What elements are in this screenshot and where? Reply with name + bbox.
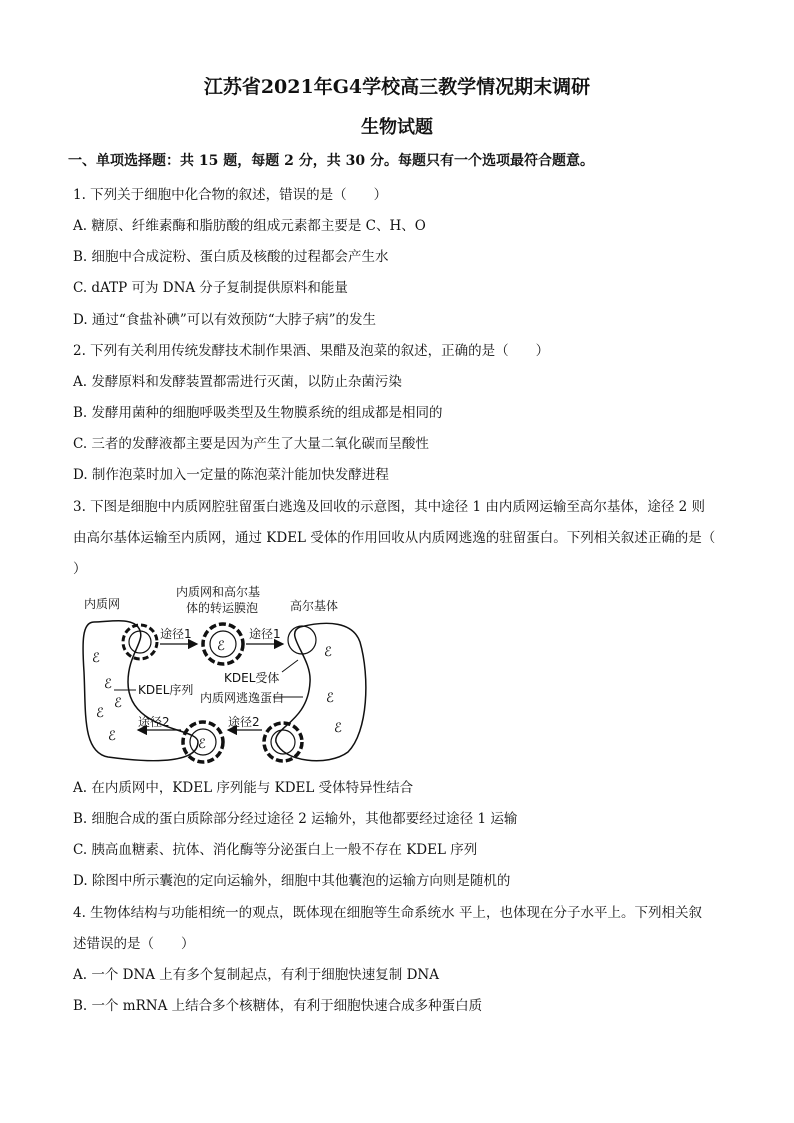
q2-option-b: B. 发酵用菌种的细胞呼吸类型及生物膜系统的组成都是相同的: [73, 405, 443, 421]
q2-option-c: C. 三者的发酵液都主要是因为产生了大量二氧化碳而呈酸性: [73, 436, 429, 452]
svg-text:ℰ: ℰ: [217, 639, 225, 654]
label-golgi: 高尔基体: [290, 599, 339, 613]
svg-text:ℰ: ℰ: [324, 645, 332, 660]
q3-option-a: A. 在内质网中，KDEL 序列能与 KDEL 受体特异性结合: [73, 780, 414, 796]
label-kdel-receptor: KDEL受体: [224, 671, 280, 685]
label-path1-b: 途径1: [249, 627, 281, 641]
svg-text:ℰ: ℰ: [92, 651, 100, 666]
svg-text:ℰ: ℰ: [334, 721, 342, 736]
label-er: 内质网: [84, 597, 121, 611]
q3-stem-line3: ）: [73, 561, 87, 577]
q1-option-c: C. dATP 可为 DNA 分子复制提供原料和能量: [73, 280, 348, 296]
svg-text:ℰ: ℰ: [114, 696, 122, 711]
q3-option-c: C. 胰高血糖素、抗体、消化酶等分泌蛋白上一般不存在 KDEL 序列: [73, 842, 478, 858]
q2-stem: 2. 下列有关利用传统发酵技术制作果酒、果醋及泡菜的叙述，正确的是（ ）: [73, 343, 550, 359]
section-heading: 一、单项选择题：共 15 题，每题 2 分，共 30 分。每题只有一个选项最符合题意。: [68, 153, 594, 169]
svg-text:ℰ: ℰ: [326, 691, 334, 706]
q3-option-b: B. 细胞合成的蛋白质除部分经过途径 2 运输外，其他都要经过途径 1 运输: [73, 811, 518, 827]
q3-stem-line2: 由高尔基体运输至内质网，通过 KDEL 受体的作用回收从内质网逃逸的驻留蛋白。下列相关叙述正确的是（: [73, 530, 716, 546]
svg-text:ℰ: ℰ: [198, 737, 206, 752]
q2-option-d: D. 制作泡菜时加入一定量的陈泡菜汁能加快发酵进程: [73, 467, 389, 483]
label-vesicle-line1: 内质网和高尔基: [176, 585, 261, 599]
label-path2-b: 途径2: [228, 715, 260, 729]
svg-text:ℰ: ℰ: [104, 677, 112, 692]
vesicle-golgi-top: [288, 626, 316, 654]
er-golgi-diagram: [78, 582, 368, 767]
q3-stem-line1: 3. 下图是细胞中内质网腔驻留蛋白逃逸及回收的示意图，其中途径 1 由内质网运输至高尔基体，途径 2 则: [73, 499, 706, 515]
label-path2-a: 途径2: [138, 715, 170, 729]
label-kdel-sequence: KDEL序列: [138, 683, 194, 697]
svg-text:ℰ: ℰ: [108, 729, 116, 744]
q4-option-a: A. 一个 DNA 上有多个复制起点，有利于细胞快速复制 DNA: [73, 967, 439, 983]
svg-text:ℰ: ℰ: [96, 706, 104, 721]
q1-option-d: D. 通过“食盐补碘”可以有效预防“大脖子病”的发生: [73, 312, 377, 328]
label-escaped-protein: 内质网逃逸蛋白: [200, 691, 285, 705]
label-vesicle-line2: 体的转运膜泡: [186, 601, 259, 615]
q4-stem-line2: 述错误的是（ ）: [73, 936, 195, 952]
q2-option-a: A. 发酵原料和发酵装置都需进行灭菌，以防止杂菌污染: [73, 374, 402, 390]
q1-option-b: B. 细胞中合成淀粉、蛋白质及核酸的过程都会产生水: [73, 249, 389, 265]
q1-option-a: A. 糖原、纤维素酶和脂肪酸的组成元素都主要是 C、H、O: [73, 218, 426, 234]
exam-subtitle: 生物试题: [361, 117, 433, 138]
q4-option-b: B. 一个 mRNA 上结合多个核糖体，有利于细胞快速合成多种蛋白质: [73, 998, 483, 1014]
q3-option-d: D. 除图中所示囊泡的定向运输外，细胞中其他囊泡的运输方向则是随机的: [73, 873, 511, 889]
q4-stem-line1: 4. 生物体结构与功能相统一的观点，既体现在细胞等生命系统水 平上，也体现在分子水平上。下列相关叙: [73, 905, 702, 921]
label-path1-a: 途径1: [160, 627, 192, 641]
exam-title: 江苏省2021年G4学校高三教学情况期末调研: [203, 76, 591, 98]
q1-stem: 1. 下列关于细胞中化合物的叙述，错误的是（ ）: [73, 187, 388, 203]
golgi-shape: [276, 623, 366, 760]
